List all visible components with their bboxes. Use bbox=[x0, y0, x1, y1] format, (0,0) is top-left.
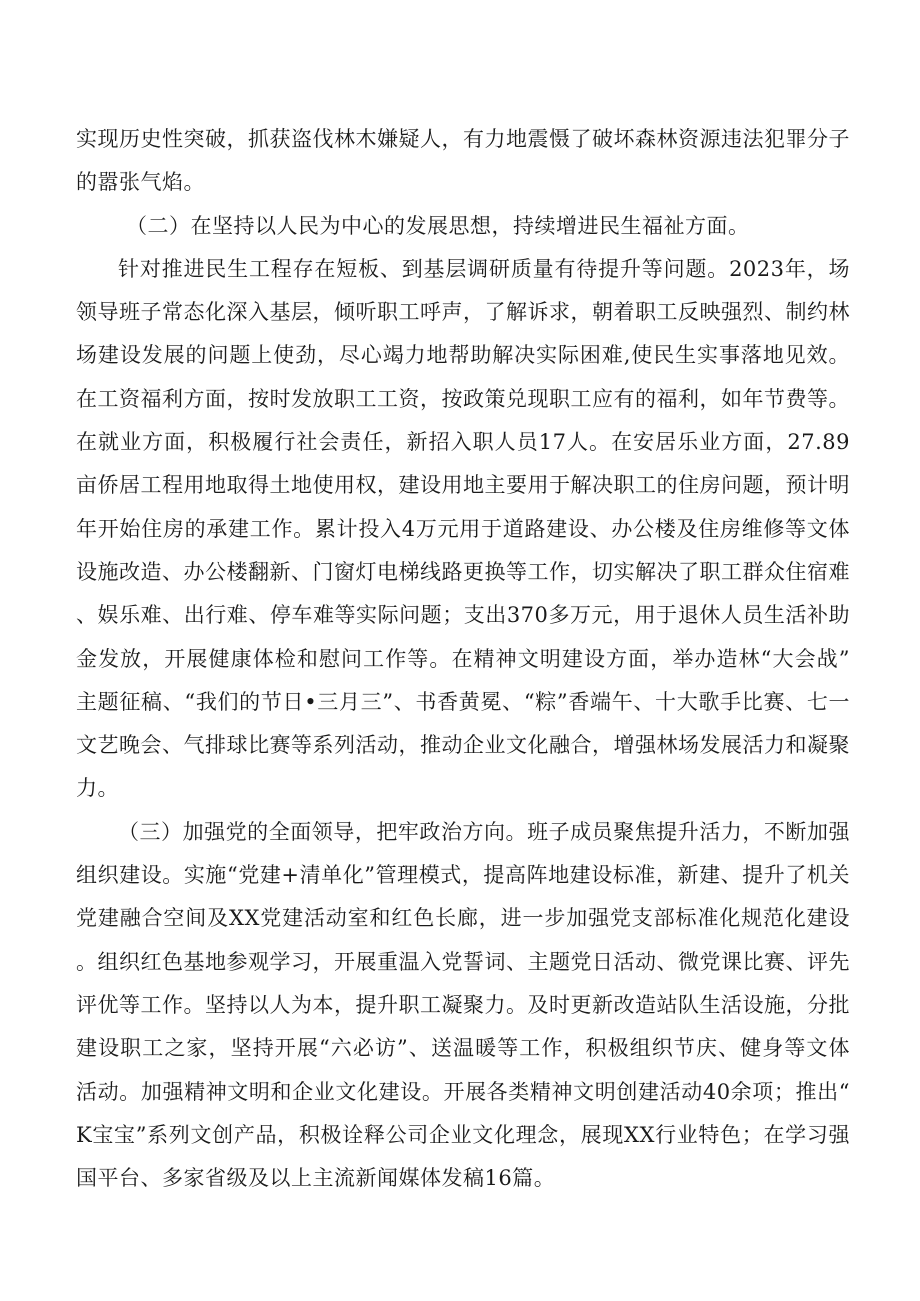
document-body bbox=[76, 118, 850, 1200]
paragraph-party-leadership: （三）加强党的全面领导，把牢政治方向。班子成员聚焦提升活力，不断加强组织建设。实施“党建+清单化”管理模式，提高阵地建设标准，新建、提升了机关党建融合空间及XX党建活动室和红色长廊，进一步加强党支部标准化规范化建设。组织红色基地参观学习，开展重温入党誓词、主题党日活动、微党课比赛、评先评优等工作。坚持以人为本，提升职工凝聚力。及时更新改造站队生活设施，分批建设职工之家，坚持开展“六必访”、送温暖等工作，积极组织节庆、健身等文体活动。加强精神文明和企业文化建设。开展各类精神文明创建活动40余项；推出“K宝宝”系列文创产品，积极诠释公司企业文化理念，展现XX行业特色；在学习强国平台、多家省级及以上主流新闻媒体发稿16篇。 bbox=[76, 819, 850, 1191]
paragraph-livelihood: 针对推进民生工程存在短板、到基层调研质量有待提升等问题。2023年，场领导班子常态化深入基层，倾听职工呼声，了解诉求，朝着职工反映强烈、制约林场建设发展的问题上使劲，尽心竭力地帮助解决实际困难,使民生实事落地见效。在工资福利方面，按时发放职工工资，按政策兑现职工应有的福利，如年节费等。在就业方面，积极履行社会责任，新招入职人员17人。在安居乐业方面，27.89亩侨居工程用地取得土地使用权，建设用地主要用于解决职工的住房问题，预计明年开始住房的承建工作。累计投入4万元用于道路建设、办公楼及住房维修等文体设施改造、办公楼翻新、门窗灯电梯线路更换等工作，切实解决了职工群众住宿难、娱乐难、出行难、停车难等实际问题；支出370多万元，用于退休人员生活补助金发放，开展健康体检和慰问工作等。在精神文明建设方面，举办造林“大会战”主题征稿、“我们的节日•三月三”、书香黄冕、“粽”香端午、十大歌手比赛、七一文艺晚会、气排球比赛等系列活动，推动企业文化融合，增强林场发展活力和凝聚力。 bbox=[76, 256, 850, 801]
section-heading-two: （二）在坚持以人民为中心的发展思想，持续增进民生福祉方面。 bbox=[126, 213, 750, 238]
paragraph-continuation: 实现历史性突破，抓获盗伐林木嫌疑人，有力地震慑了破坏森林资源违法犯罪分子的嚣张气焰。 bbox=[76, 127, 850, 195]
